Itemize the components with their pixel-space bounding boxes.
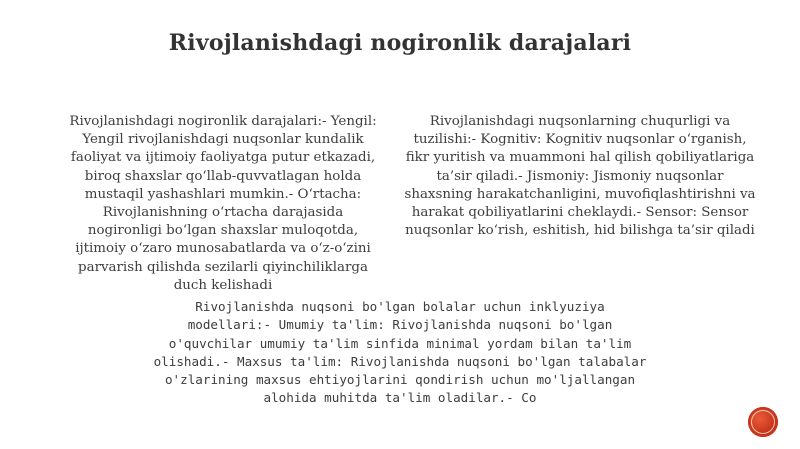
text-block-defect-structure: Rivojlanishdagi nuqsonlarning chuqurligi va tuzilishi:- Kognitiv: Kognitiv nuqsonlar o‘rganish, fikr yuritish va muammoni hal qilish qobiliyatlariga ta’sir qiladi.- Jismoniy: Jismoniy nuqsonlar shaxsning harakatchanligini, muvofiqlashtirishni va harakat qobiliyatlarini cheklaydi.- Sensor: Sensor nuqsonlar ko‘rish, eshitish, hid bilishga ta’sir qiladi [404,114,756,239]
text-block-inclusion-models: Rivojlanishda nuqsoni bo'lgan bolalar uchun inklyuziya modellari:- Umumiy ta'lim: Rivojlanishda nuqsoni bo'lgan o'quvchilar umumiy ta'lim sinfida minimal yordam bilan ta'lim olishadi.- Maxsus ta'lim: Rivojlanishda nuqsoni bo'lgan talabalar o'zlarining maxsus ehtiyojlarini qondirish uchun mo'ljallangan alohida muhitda ta'lim oladilar.- Co [153,299,647,406]
slide-title: Rivojlanishdagi nogironlik darajalari [168,30,632,56]
circle-nav-icon[interactable] [748,407,778,437]
text-block-disability-levels: Rivojlanishdagi nogironlik darajalari:- Yengil: Yengil rivojlanishdagi nuqsonlar kundalik faoliyat va ijtimoiy faoliyatga putur etkazadi, biroq shaxslar qo‘llab-quvvatlagan holda mustaqil yashashlari mumkin.- O‘rtacha: Rivojlanishning o‘rtacha darajasida nogironligi bo‘lgan shaxslar muloqotda, ijtimoiy o‘zaro munosabatlarda va o‘z-o‘zini parvarish qilishda sezilarli qiyinchiliklarga duch kelishadi [69,114,377,293]
nav-button-ring [751,410,775,434]
